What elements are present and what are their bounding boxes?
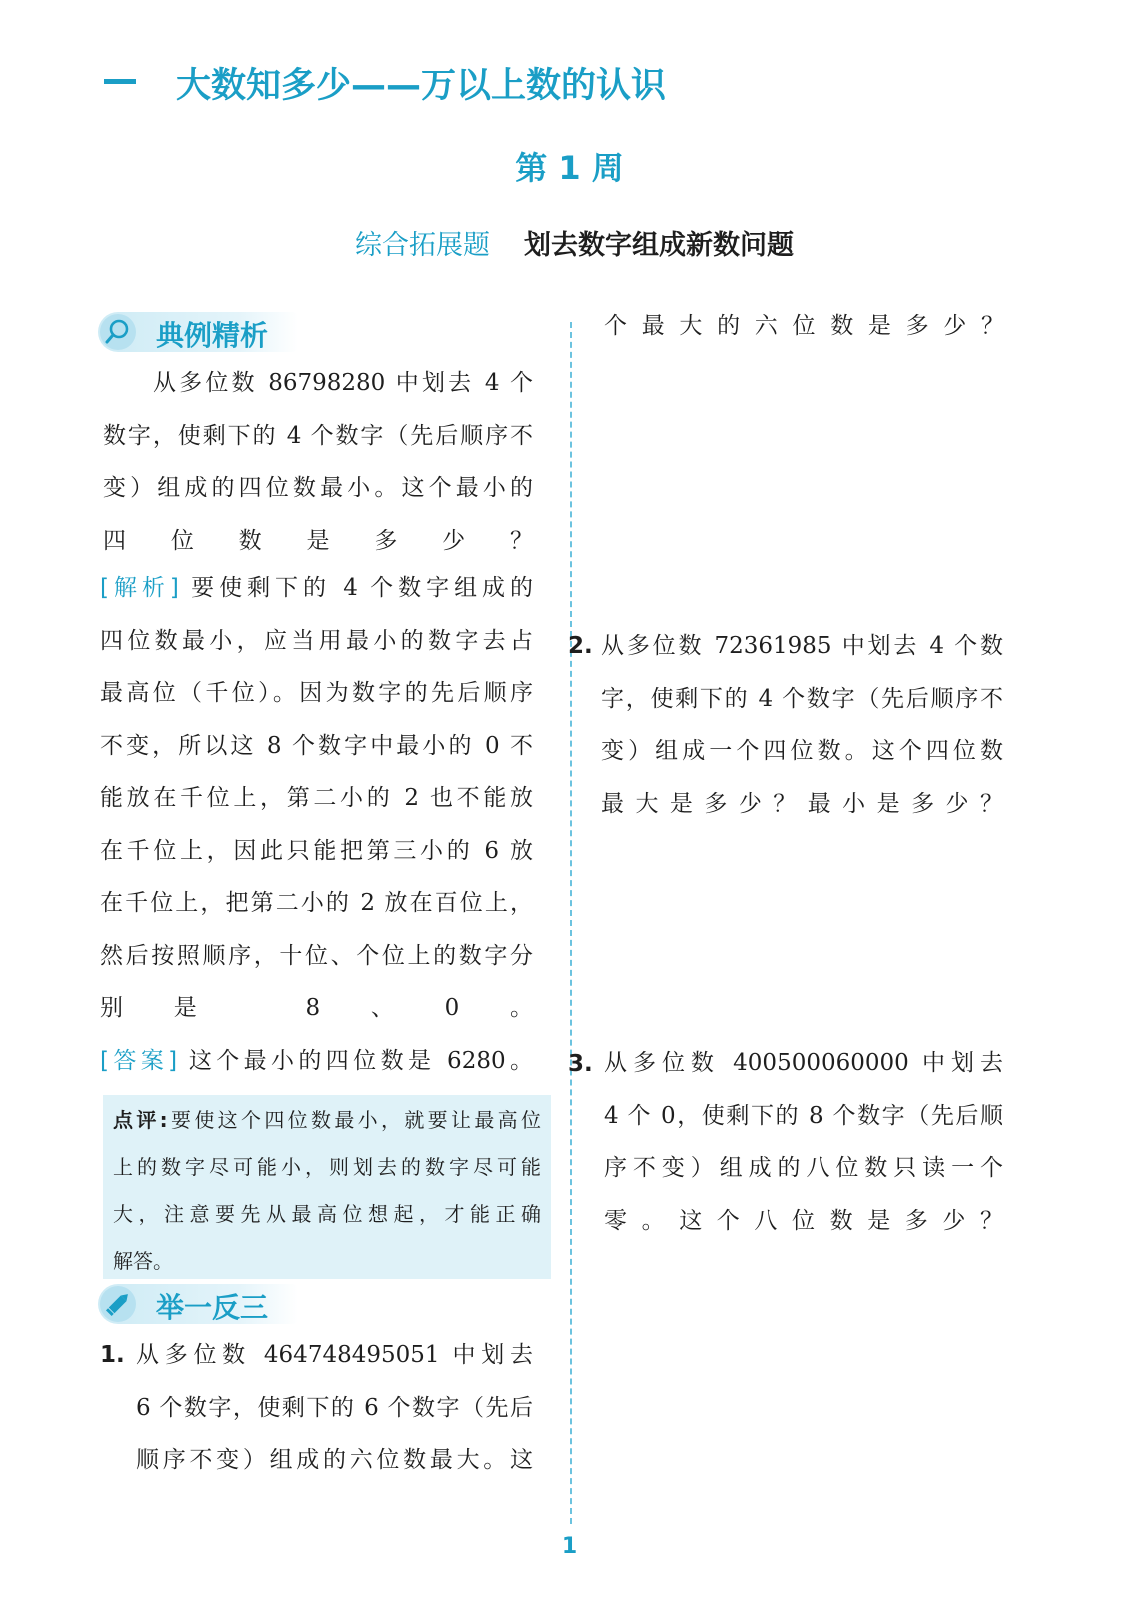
chapter-title: 大数知多少——万以上数的认识 (176, 66, 667, 106)
review-box: 点评:要使这个四位数最小，就要让最高位 上的数字尽可能小，则划去的数字尽可能 大，注意要先从最高位想起，才能正确 解答。 (103, 1095, 551, 1279)
answer-text: 这个最小的四位数是 6280。 (188, 1048, 533, 1074)
example-question: 从多位数 86798280 中划去 4 个 数字，使剩下的 4 个数字（先后顺序不 变）组成的四位数最小。这个最小的 四位数是多少？ (103, 370, 533, 554)
pencil-icon (100, 1286, 136, 1322)
answer-block (100, 1035, 533, 1088)
practice-tab (98, 1284, 298, 1324)
q1-text-continued: 个最大的六位数是多少？ (604, 313, 1004, 339)
page-number: 1 (561, 1534, 578, 1559)
q3-number: 3. (568, 1051, 593, 1077)
example-tab-label: 典例精析 (156, 319, 269, 352)
q3-text: 从多位数 400500060000 中划去 4 个 0，使剩下的 8 个数字（先后顺 序不变）组成的八位数只读一个 零。这个八位数是多少？ (604, 1050, 1003, 1234)
chapter-dash (104, 79, 136, 84)
column-divider (570, 322, 572, 1524)
review-label: 点评: (113, 1108, 168, 1132)
q1-number: 1. (100, 1342, 125, 1368)
week-title: 第 1 周 (515, 149, 624, 187)
section-heading (0, 223, 1139, 262)
q1-text: 从多位数 464748495051 中划去 6 个数字，使剩下的 6 个数字（先后 顺序不变）组成的六位数最大。这 (136, 1342, 533, 1473)
example-tab (98, 312, 298, 352)
answer-tag: [答案] (100, 1048, 178, 1074)
magnifier-icon (100, 314, 136, 350)
analysis-block: [解析] 要使剩下的 4 个数字组成的 四位数最小，应当用最小的数字去占 最高位（千位）。因为数字的先后顺序 不变，所以这 8 个数字中最小的 0 不 能放在千位上，第二小的 2 也不能放 在千位上，因此只能把第三小的 6 放 在千位上，把第二小的 2 放在百位上， 然后按照顺序，十位、个位上的数字分 别是 8、0。 (100, 575, 533, 1021)
analysis-tag: [解析] (100, 575, 179, 601)
q2-text: 从多位数 72361985 中划去 4 个数 字，使剩下的 4 个数字（先后顺序不 变）组成一个四位数。这个四位数 最大是多少？最小是多少？ (601, 633, 1003, 817)
practice-tab-label: 举一反三 (156, 1291, 269, 1324)
q2-number: 2. (568, 633, 593, 659)
section-title: 划去数字组成新数问题 (524, 230, 794, 261)
section-kind: 综合拓展题 (355, 230, 490, 261)
